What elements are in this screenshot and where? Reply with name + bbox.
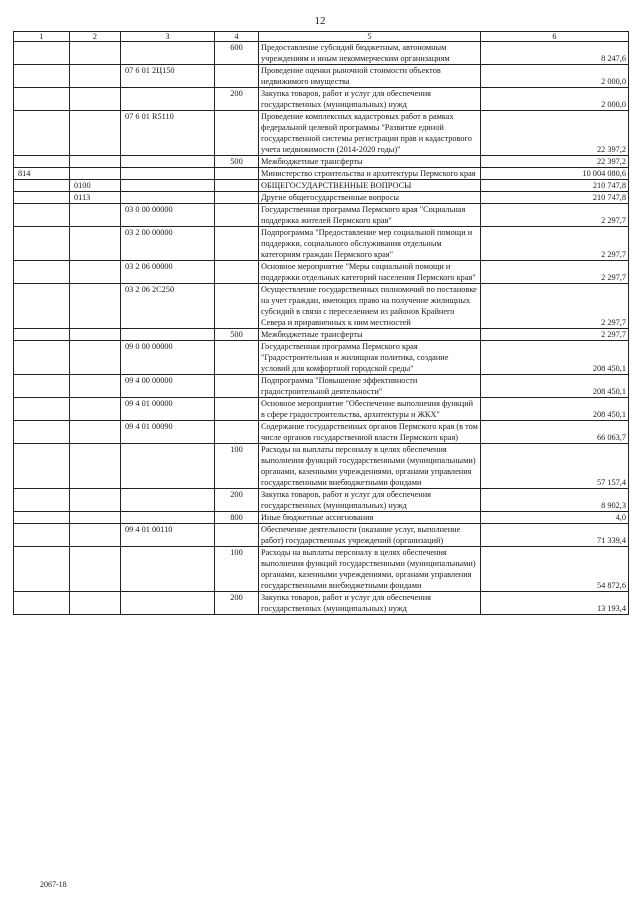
target-article-cell [121,180,215,192]
amount-cell: 208 450,1 [481,375,629,398]
admin-code-cell [14,88,70,111]
admin-code-cell [14,341,70,375]
table-row [14,341,629,375]
expense-type-cell: 200 [215,489,259,512]
amount-cell: 13 193,4 [481,592,629,615]
description-cell: Иные бюджетные ассигнования [259,512,481,524]
admin-code-cell [14,204,70,227]
amount-cell: 208 450,1 [481,341,629,375]
description-cell: Осуществление государственных полномочий по постановке на учет граждан, имеющих право на получение жилищных субсидий в связи с переселением из районов Крайнего Севера и приравненных к ним местностей [259,284,481,329]
expense-type-cell [215,421,259,444]
admin-code-cell [14,375,70,398]
expense-type-cell [215,284,259,329]
target-article-cell [121,192,215,204]
amount-cell: 208 450,1 [481,398,629,421]
expense-type-cell: 100 [215,444,259,489]
amount-cell: 10 004 080,6 [481,168,629,180]
expense-type-cell: 100 [215,547,259,592]
column-header: 4 [215,32,259,42]
expense-type-cell [215,341,259,375]
table-row [14,329,629,341]
table-row [14,524,629,547]
description-cell: Обеспечение деятельности (оказание услуг, выполнение работ) государственных учреждений (организаций) [259,524,481,547]
admin-code-cell [14,329,70,341]
amount-cell: 8 902,3 [481,489,629,512]
admin-code-cell [14,156,70,168]
target-article-cell: 09 4 01 00110 [121,524,215,547]
expense-type-cell [215,180,259,192]
description-cell: Предоставление субсидий бюджетным, автономным учреждениям и иным некоммерческим организациям [259,42,481,65]
table-row [14,65,629,88]
description-cell: Государственная программа Пермского края "Социальная поддержка жителей Пермского края" [259,204,481,227]
admin-code-cell [14,180,70,192]
table-row [14,111,629,156]
description-cell: Расходы на выплаты персоналу в целях обеспечения выполнения функций государственными (муниципальными) органами, казенными учреждениями, органами управления государственными внебюджетными фондами [259,547,481,592]
expense-type-cell [215,375,259,398]
section-code-cell [70,42,121,65]
section-code-cell [70,524,121,547]
description-cell: Основное мероприятие "Обеспечение выполнения функций в сфере градостроительства, архитектуры и ЖКХ" [259,398,481,421]
section-code-cell [70,156,121,168]
table-row [14,398,629,421]
table-row [14,512,629,524]
description-cell: ОБЩЕГОСУДАРСТВЕННЫЕ ВОПРОСЫ [259,180,481,192]
table-row [14,547,629,592]
page-number: 12 [314,15,326,27]
table-row [14,42,629,65]
amount-cell: 8 247,6 [481,42,629,65]
amount-cell: 210 747,8 [481,180,629,192]
column-header: 6 [481,32,629,42]
expense-type-cell [215,524,259,547]
amount-cell: 22 397,2 [481,111,629,156]
amount-cell: 4,0 [481,512,629,524]
target-article-cell [121,88,215,111]
target-article-cell: 03 2 06 00000 [121,261,215,284]
admin-code-cell [14,398,70,421]
section-code-cell [70,65,121,88]
target-article-cell: 09 4 01 00000 [121,398,215,421]
section-code-cell [70,329,121,341]
section-code-cell [70,398,121,421]
table-row [14,284,629,329]
amount-cell: 2 297,7 [481,284,629,329]
description-cell: Расходы на выплаты персоналу в целях обеспечения выполнения функций государственными (муниципальными) органами, казенными учреждениями, органами управления государственными внебюджетными фондами [259,444,481,489]
expense-type-cell [215,192,259,204]
target-article-cell [121,329,215,341]
table-row [14,444,629,489]
expense-type-cell [215,168,259,180]
target-article-cell [121,592,215,615]
table-row [14,375,629,398]
amount-cell: 57 157,4 [481,444,629,489]
admin-code-cell [14,524,70,547]
amount-cell: 2 297,7 [481,261,629,284]
expense-type-cell: 200 [215,592,259,615]
expense-type-cell [215,111,259,156]
target-article-cell [121,168,215,180]
admin-code-cell [14,227,70,261]
admin-code-cell [14,42,70,65]
description-cell: Закупка товаров, работ и услуг для обеспечения государственных (муниципальных) нужд [259,489,481,512]
admin-code-cell [14,261,70,284]
table-body [14,42,629,615]
description-cell: Межбюджетные трансферты [259,156,481,168]
amount-cell: 2 000,0 [481,65,629,88]
admin-code-cell: 814 [14,168,70,180]
amount-cell: 54 872,6 [481,547,629,592]
description-cell: Межбюджетные трансферты [259,329,481,341]
section-code-cell: 0100 [70,180,121,192]
admin-code-cell [14,421,70,444]
amount-cell: 71 339,4 [481,524,629,547]
section-code-cell [70,444,121,489]
section-code-cell [70,168,121,180]
section-code-cell [70,204,121,227]
section-code-cell [70,284,121,329]
column-header: 3 [121,32,215,42]
description-cell: Проведение комплексных кадастровых работ в рамках федеральной целевой программы "Развитие единой государственной системы регистрации прав и кадастрового учета недвижимости (2014-2020 годы)" [259,111,481,156]
amount-cell: 22 397,2 [481,156,629,168]
footer-code: 2067-18 [40,880,67,889]
admin-code-cell [14,512,70,524]
description-cell: Содержание государственных органов Пермского края (в том числе органов государственной власти Пермского края) [259,421,481,444]
description-cell: Проведение оценки рыночной стоимости объектов недвижимого имущества [259,65,481,88]
target-article-cell [121,444,215,489]
budget-table [13,31,629,615]
column-header: 5 [259,32,481,42]
header-row [14,32,629,42]
section-code-cell [70,261,121,284]
table-row [14,180,629,192]
admin-code-cell [14,489,70,512]
table-row [14,168,629,180]
amount-cell: 2 297,7 [481,329,629,341]
description-cell: Другие общегосударственные вопросы [259,192,481,204]
expense-type-cell [215,261,259,284]
section-code-cell [70,341,121,375]
admin-code-cell [14,65,70,88]
description-cell: Министерство строительства и архитектуры Пермского края [259,168,481,180]
admin-code-cell [14,547,70,592]
expense-type-cell [215,398,259,421]
admin-code-cell [14,111,70,156]
table-row [14,204,629,227]
expense-type-cell: 500 [215,329,259,341]
amount-cell: 2 297,7 [481,227,629,261]
target-article-cell: 09 0 00 00000 [121,341,215,375]
description-cell: Основное мероприятие "Меры социальной помощи и поддержки отдельных категорий населения Пермского края" [259,261,481,284]
expense-type-cell [215,227,259,261]
description-cell: Подпрограмма "Повышение эффективности градостроительной деятельности" [259,375,481,398]
description-cell: Закупка товаров, работ и услуг для обеспечения государственных (муниципальных) нужд [259,592,481,615]
expense-type-cell [215,204,259,227]
admin-code-cell [14,284,70,329]
table-row [14,592,629,615]
expense-type-cell: 200 [215,88,259,111]
section-code-cell [70,111,121,156]
admin-code-cell [14,592,70,615]
admin-code-cell [14,192,70,204]
table-row [14,192,629,204]
target-article-cell: 03 2 06 2С250 [121,284,215,329]
section-code-cell [70,512,121,524]
table-row [14,489,629,512]
table-row [14,88,629,111]
target-article-cell [121,512,215,524]
table-row [14,421,629,444]
expense-type-cell: 800 [215,512,259,524]
table-row [14,261,629,284]
section-code-cell [70,592,121,615]
amount-cell: 66 063,7 [481,421,629,444]
column-header: 1 [14,32,70,42]
target-article-cell [121,42,215,65]
description-cell: Государственная программа Пермского края "Градостроительная и жилищная политика, создание условий для комфортной городской среды" [259,341,481,375]
target-article-cell: 07 6 01 R5110 [121,111,215,156]
target-article-cell: 09 4 01 00090 [121,421,215,444]
target-article-cell [121,489,215,512]
target-article-cell: 03 2 00 00000 [121,227,215,261]
expense-type-cell: 500 [215,156,259,168]
amount-cell: 2 000,0 [481,88,629,111]
target-article-cell: 07 6 01 2Ц150 [121,65,215,88]
description-cell: Подпрограмма "Предоставление мер социальной помощи и поддержки, социального обслуживания отдельным категориям граждан Пермского края" [259,227,481,261]
section-code-cell [70,375,121,398]
column-header: 2 [70,32,121,42]
section-code-cell [70,547,121,592]
description-cell: Закупка товаров, работ и услуг для обеспечения государственных (муниципальных) нужд [259,88,481,111]
admin-code-cell [14,444,70,489]
table-row [14,156,629,168]
target-article-cell [121,156,215,168]
amount-cell: 210 747,8 [481,192,629,204]
expense-type-cell: 600 [215,42,259,65]
section-code-cell [70,88,121,111]
table-row [14,227,629,261]
section-code-cell [70,421,121,444]
section-code-cell [70,489,121,512]
expense-type-cell [215,65,259,88]
section-code-cell [70,227,121,261]
section-code-cell: 0113 [70,192,121,204]
amount-cell: 2 297,7 [481,204,629,227]
target-article-cell: 09 4 00 00000 [121,375,215,398]
target-article-cell: 03 0 00 00000 [121,204,215,227]
target-article-cell [121,547,215,592]
